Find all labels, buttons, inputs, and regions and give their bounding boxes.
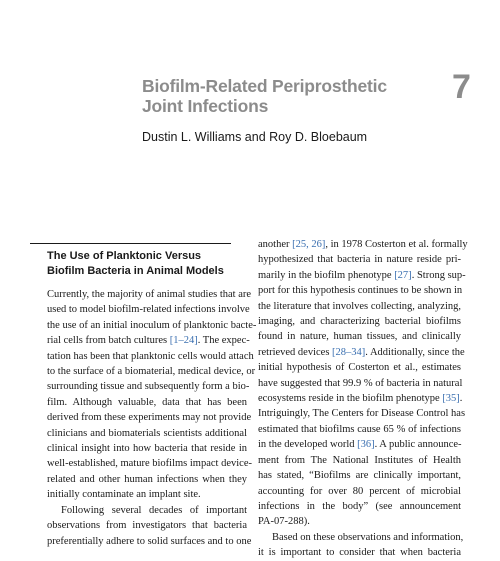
line-text: derived from these experiments may not provide xyxy=(47,412,252,424)
text-line xyxy=(47,364,256,379)
section-heading-line-2: Biofilm Bacteria in Animal Models xyxy=(47,265,224,277)
text-line xyxy=(258,268,466,283)
text-line xyxy=(258,376,461,391)
line-text: ecosystems reside in the biofilm phenotype xyxy=(258,393,443,405)
line-text: Intriguingly, The Centers for Disease Control has xyxy=(258,408,466,420)
text-line xyxy=(258,437,461,452)
line-text: related and other human infections when they xyxy=(47,473,247,485)
line-text-after: . xyxy=(459,393,463,405)
text-line xyxy=(258,453,461,468)
line-text-after: . Additionally, since the xyxy=(365,346,465,358)
line-text: used to model biofilm-related infections involve xyxy=(47,304,250,316)
citation-link[interactable]: [27] xyxy=(394,269,412,281)
citation-link[interactable]: [36] xyxy=(357,439,375,451)
text-line xyxy=(47,349,254,364)
text-line xyxy=(258,545,461,560)
line-text: imaging, and characterizing bacterial biofilms xyxy=(258,316,461,328)
line-text-after: . Strong sup- xyxy=(411,269,466,281)
chapter-number: 7 xyxy=(452,68,471,106)
line-text: the use of an initial inoculum of planktonic bacte- xyxy=(47,319,257,331)
line-text: accounting for over 80 percent of microbial xyxy=(258,485,461,497)
text-line xyxy=(47,456,252,471)
line-text: infections in the body” (see announcement xyxy=(258,500,461,512)
chapter-title-line-2: Joint Infections xyxy=(142,96,269,116)
text-line xyxy=(258,314,461,329)
line-text: hypothesized that bacteria in nature reside pri- xyxy=(258,254,461,266)
text-line xyxy=(47,472,247,487)
line-text: observations from investigators that bacteria xyxy=(47,520,247,532)
line-text: Based on these observations and information, xyxy=(272,531,464,543)
text-line xyxy=(258,406,466,421)
text-line xyxy=(258,237,468,252)
line-text: clinicians and biomaterials scientists additional xyxy=(47,427,247,439)
text-line xyxy=(47,503,247,518)
text-line xyxy=(258,530,464,545)
text-line xyxy=(258,329,461,344)
line-text: another xyxy=(258,239,293,250)
text-line xyxy=(47,426,247,441)
line-text-after: . A public announce- xyxy=(374,439,462,451)
line-text: tation has been that planktonic cells would attach xyxy=(47,350,254,362)
text-line xyxy=(47,410,252,425)
left-text-column xyxy=(47,287,257,549)
text-line xyxy=(47,534,252,549)
text-line xyxy=(258,283,461,298)
text-line xyxy=(47,302,250,317)
line-text: well-established, mature biofilms impact device- xyxy=(47,458,252,470)
line-text: have suggested that 99.9 % of bacteria in natural xyxy=(258,377,463,389)
text-line xyxy=(258,499,461,514)
line-text: retrieved devices xyxy=(258,346,333,358)
citation-link[interactable]: [28–34] xyxy=(332,346,366,358)
chapter-title xyxy=(142,76,432,116)
citation-link[interactable]: [25, 26] xyxy=(292,239,326,250)
line-text: estimated that biofilms cause 65 % of infections xyxy=(258,423,461,435)
text-line xyxy=(258,299,461,314)
text-line xyxy=(258,360,461,375)
text-line xyxy=(47,379,250,394)
citation-link[interactable]: [35] xyxy=(442,393,460,405)
text-line xyxy=(47,518,247,533)
right-text-column xyxy=(258,237,468,561)
line-text: PA-07-288). xyxy=(258,516,310,528)
line-text: initially contaminate an implant site. xyxy=(47,489,201,501)
text-line xyxy=(258,345,465,360)
line-text: has stated, “Biofilms are clinically important, xyxy=(258,470,461,482)
line-text: surrounding tissue and subsequently form a bio- xyxy=(47,381,250,393)
line-text: it is important to consider that when bacteria xyxy=(258,547,461,559)
line-text: clinical insight into how bacteria that reside in xyxy=(47,443,247,455)
text-line xyxy=(258,391,461,406)
text-line xyxy=(258,514,461,529)
text-line xyxy=(47,487,247,502)
text-line xyxy=(258,422,461,437)
line-text: rial cells from batch cultures xyxy=(47,335,170,347)
section-heading xyxy=(47,249,247,279)
line-text: initial hypothesis of Costerton et al., estimates xyxy=(258,362,461,374)
text-line xyxy=(258,484,461,499)
chapter-authors: Dustin L. Williams and Roy D. Bloebaum xyxy=(142,130,368,144)
line-text: film. Although valuable, data that has been xyxy=(47,396,247,408)
line-text: preferentially adhere to solid surfaces and to one xyxy=(47,535,252,547)
text-line xyxy=(47,395,247,410)
line-text: to the surface of a biomaterial, medical device, or xyxy=(47,366,256,378)
text-line xyxy=(47,333,250,348)
section-rule xyxy=(30,243,231,244)
line-text-after: . The expec- xyxy=(197,335,250,347)
line-text: Currently, the majority of animal studies that are xyxy=(47,289,252,300)
text-line xyxy=(258,468,461,483)
text-line xyxy=(47,318,257,333)
section-heading-line-1: The Use of Planktonic Versus xyxy=(47,250,202,262)
line-text: port for this hypothesis continues to be shown in xyxy=(258,285,463,297)
line-text: marily in the biofilm phenotype xyxy=(258,269,395,281)
text-line xyxy=(258,252,461,267)
line-text: the literature that involves collecting, analyzing, xyxy=(258,300,461,312)
line-text: ment from The National Institutes of Health xyxy=(258,454,461,466)
citation-link[interactable]: [1–24] xyxy=(169,335,198,347)
chapter-title-line-1: Biofilm-Related Periprosthetic xyxy=(142,76,387,96)
line-text: found in nature, human tissues, and clinically xyxy=(258,331,461,343)
line-text: Following several decades of important xyxy=(61,504,247,516)
line-text: in the developed world xyxy=(258,439,358,451)
text-line xyxy=(47,441,247,456)
line-text-after: , in 1978 Costerton et al. formally xyxy=(325,239,468,250)
text-line xyxy=(47,287,252,302)
